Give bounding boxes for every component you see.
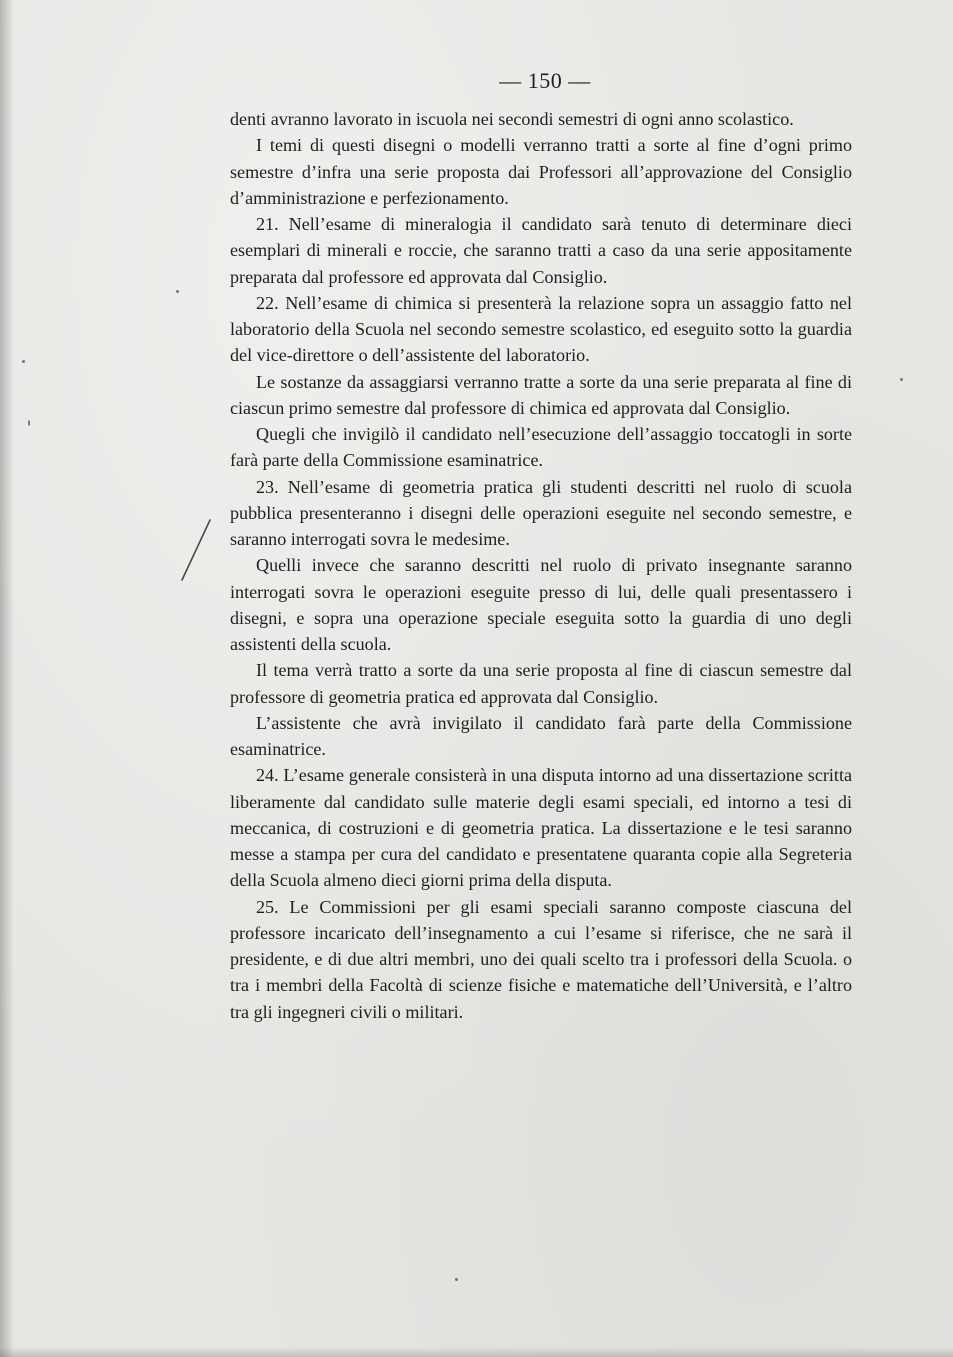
paragraph-article-25: 25. Le Commissioni per gli esami speciali saranno composte ciascuna del professore incaricato dell’insegnamento a cui l’esame si riferisce, che ne sarà il presidente, e di due altri membri, uno dei quali scelto tra i professori della Scuola. o tra i membri della Facoltà di scienze fisiche e matematiche dell’Università, e l’altro tra gli ingegneri civili o militari. xyxy=(230,896,852,1022)
body-text xyxy=(230,106,852,1025)
pencil-slash-mark xyxy=(176,518,216,582)
paragraph: Il tema verrà tratto a sorte da una serie proposta al fine di ciascun semestre dal professore di geometria pratica ed approvata dal Consiglio. xyxy=(230,660,852,707)
page-number: — 150 — xyxy=(499,68,591,93)
paragraph: L’assistente che avrà invigilato il candidato farà parte della Commissione esaminatrice. xyxy=(230,712,852,759)
scan-speck xyxy=(22,360,25,363)
paragraph: Quelli invece che saranno descritti nel ruolo di privato insegnante saranno interrogati sovra le operazioni eseguite presso di lui, delle quali presentassero i disegni, e sopra una operazione speciale eseguita sotto la guardia di uno degli assistenti della scuola. xyxy=(230,555,852,654)
paragraph: Le sostanze da assaggiarsi verranno tratte a sorte da una serie preparata al fine di ciascun primo semestre dal professore di chimica ed approvata dal Consiglio. xyxy=(230,371,852,418)
paragraph-article-24: 24. L’esame generale consisterà in una disputa intorno ad una dissertazione scritta liberamente dal candidato sulle materie degli esami speciali, ed intorno a tesi di meccanica, di costruzioni e di geometria pratica. La dissertazione e le tesi saranno messe a stampa per cura del candidato e presentatene quaranta copie alla Segreteria della Scuola almeno dieci giorni prima della disputa. xyxy=(230,765,852,891)
paragraph-article-22: 22. Nell’esame di chimica si presenterà la relazione sopra un assaggio fatto nel laboratorio della Scuola nel secondo semestre scolastico, ed eseguito sotto la guardia del vice-direttore o dell’assistente del laboratorio. xyxy=(230,292,852,366)
scan-speck xyxy=(176,290,179,293)
scan-speck xyxy=(28,420,30,426)
page-bottom-shadow xyxy=(0,1347,953,1357)
scan-speck xyxy=(900,378,903,381)
scan-speck xyxy=(455,1278,458,1281)
paragraph: I temi di questi disegni o modelli verranno tratti a sorte al fine d’ogni primo semestre d’infra una serie proposta dai Professori all’approvazione del Consiglio d’amministrazione e perfezionamento. xyxy=(230,135,852,208)
paragraph-article-23: 23. Nell’esame di geometria pratica gli studenti descritti nel ruolo di scuola pubblica presenteranno i disegni delle operazioni eseguite nel secondo semestre, e saranno interrogati sovra le medesime. xyxy=(230,476,852,549)
paragraph: Quegli che invigilò il candidato nell’esecuzione dell’assaggio toccatogli in sorte farà parte della Commissione esaminatrice. xyxy=(230,424,852,471)
page-edge-shadow xyxy=(0,0,14,1357)
paragraph-article-21: 21. Nell’esame di mineralogia il candidato sarà tenuto di determinare dieci esemplari di minerali e roccie, che saranno tratti a caso da una serie appositamente preparata dal professore ed approvata dal Consiglio. xyxy=(230,214,852,287)
paragraph: denti avranno lavorato in iscuola nei secondi semestri di ogni anno scolastico. xyxy=(230,109,794,129)
